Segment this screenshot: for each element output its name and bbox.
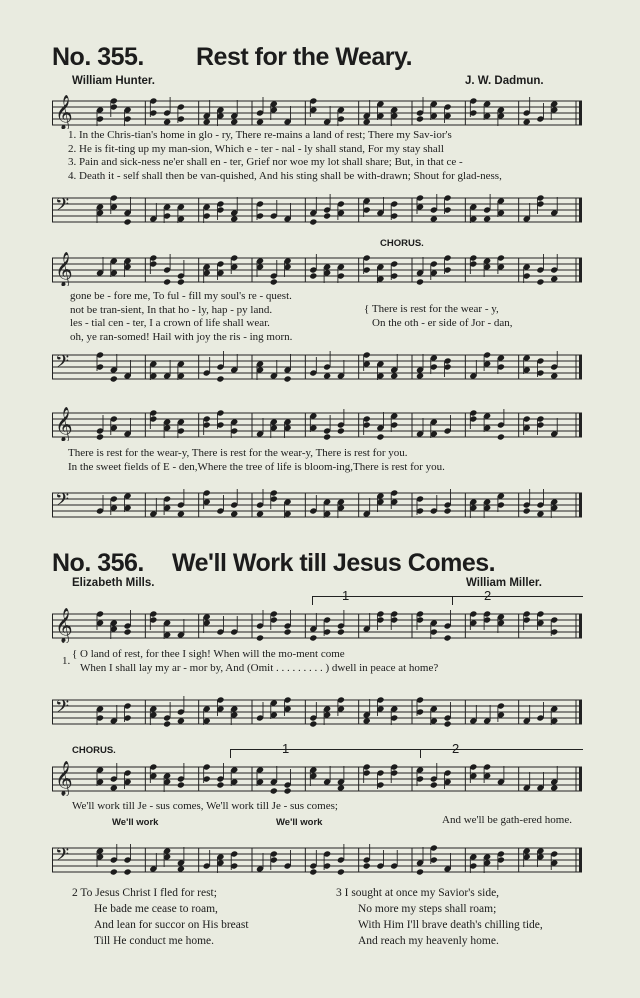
- final-barline: [579, 258, 582, 282]
- hymn-356-chorus-ending-1-label: 1: [282, 741, 290, 756]
- note-head: [416, 868, 424, 875]
- note-head: [430, 781, 438, 788]
- hymn-356-ending-1-label: 1: [342, 588, 350, 603]
- stanza-line: And reach my heavenly home.: [358, 935, 499, 947]
- note-head: [230, 215, 238, 222]
- verse-line: not be tran-sient, In that ho - ly, hap - py land.: [70, 303, 273, 316]
- hymn-355-title: Rest for the Weary.: [196, 43, 413, 71]
- stanza-line: 2 To Jesus Christ I fled for rest;: [72, 887, 217, 899]
- note-head: [443, 720, 451, 727]
- note-head: [416, 372, 424, 379]
- final-barline: [579, 355, 582, 379]
- final-barline: [579, 493, 582, 517]
- verse-line: 2. He is fit-ting up my man-sion, Which e - ter - nal - ly shall stand, For my stay shall: [68, 142, 444, 155]
- treble-clef-icon: 𝄞: [55, 95, 73, 129]
- stanza-line: 3 I sought at once my Savior's side,: [336, 887, 500, 899]
- hymn-356-chorus-ending-2-bracket: [420, 749, 583, 758]
- hymn-356-composer: William Miller.: [466, 577, 542, 589]
- note-head: [230, 118, 238, 125]
- hymn-355-chorus-label: CHORUS.: [380, 238, 424, 249]
- note-head: [283, 787, 291, 794]
- hymn-355-system-1-bass-staff: [52, 188, 582, 228]
- verse-line: { O land of rest, for thee I sigh! When will the mo-ment come: [72, 648, 345, 660]
- brace-icon: {: [364, 303, 372, 315]
- hymn-355-system-1-treble-staff: [52, 93, 582, 129]
- note-head: [443, 507, 451, 514]
- note-head: [430, 215, 438, 222]
- hymn-355-system-2-bass-staff: [52, 345, 582, 385]
- hymn-356-lyricist: Elizabeth Mills.: [72, 577, 155, 589]
- note-head: [309, 868, 317, 875]
- note-head: [443, 634, 451, 641]
- note-head: [523, 507, 531, 514]
- final-barline: [579, 767, 582, 791]
- note-head: [363, 862, 371, 869]
- note-head: [376, 433, 384, 440]
- final-barline: [579, 700, 582, 724]
- chorus-line: On the oth - er side of Jor - dan,: [372, 316, 513, 329]
- hymn-356-system-2-treble-staff: [52, 758, 582, 796]
- chorus-line: In the sweet fields of E - den,Where the tree of life is bloom-ing,There is rest for you.: [68, 460, 445, 473]
- stanza-line: With Him I'll brave death's chilling tide,: [358, 919, 543, 931]
- treble-clef-icon: 𝄞: [55, 608, 73, 643]
- note-head: [416, 115, 424, 122]
- hymn-356-chorus-end: And we'll be gath-ered home.: [442, 814, 572, 826]
- hymn-356-number: No. 356.: [52, 549, 144, 577]
- note-head: [323, 433, 331, 440]
- final-barline: [579, 413, 582, 437]
- hymn-356-ending-2-bracket: [452, 596, 583, 605]
- note-head: [110, 784, 118, 791]
- note-head: [309, 720, 317, 727]
- note-head: [483, 215, 491, 222]
- bass-clef-icon: 𝄢: [55, 352, 70, 377]
- chorus-line: There is rest for the wear-y, There is rest for the wear-y, There is rest for you.: [68, 447, 408, 459]
- verse-line: les - tial cen - ter, I a crown of life shall wear.: [70, 317, 270, 329]
- note-head: [270, 278, 278, 285]
- hymn-356-verse-lines: [72, 648, 438, 675]
- stanza-line: He bade me cease to roam,: [94, 903, 218, 915]
- hymn-356-stanza-2: [72, 885, 249, 949]
- stanza-line: And lean for succor on His breast: [94, 919, 249, 931]
- chorus-line: { There is rest for the wear - y,: [364, 303, 499, 315]
- hymn-356-chorus-line: We'll work till Je - sus comes, We'll work till Je - sus comes;: [72, 800, 338, 812]
- hymn-355-system-3-bass-staff: [52, 483, 582, 523]
- note-head: [177, 865, 185, 872]
- note-head: [96, 433, 104, 440]
- hymn-355-chorus-lines: [364, 303, 513, 330]
- note-head: [216, 375, 224, 382]
- stanza-line: No more my steps shall roam;: [358, 903, 497, 915]
- note-head: [230, 510, 238, 517]
- note-head: [110, 868, 118, 875]
- hymn-355-system-2-treble-staff: [52, 250, 582, 286]
- verse-line: gone be - fore me, To ful - fill my soul's re - quest.: [70, 290, 292, 302]
- note-head: [536, 510, 544, 517]
- note-head: [363, 118, 371, 125]
- note-head: [177, 510, 185, 517]
- hymn-356-system-1-treble-staff: [52, 605, 582, 643]
- note-head: [309, 272, 317, 279]
- hymn-356-chorus-ending-2-label: 2: [452, 741, 460, 756]
- verse-line: 3. Pain and sick-ness ne'er shall en - ter, Grief nor woe my lot shall share; But, in that ce -: [68, 156, 463, 168]
- note-head: [550, 275, 558, 282]
- note-head: [337, 427, 345, 434]
- note-head: [550, 784, 558, 791]
- verse-line: 1. In the Chris-tian's home in glo - ry, There re-mains a land of rest; There my Sav-ior's: [68, 129, 452, 141]
- note-head: [203, 118, 211, 125]
- note-head: [110, 375, 118, 382]
- note-head: [363, 717, 371, 724]
- note-head: [390, 372, 398, 379]
- note-head: [177, 781, 185, 788]
- note-head: [283, 628, 291, 635]
- hymn-356-ending-1-bracket: [312, 596, 453, 605]
- note-head: [256, 634, 264, 641]
- hymn-356-chorus-label: CHORUS.: [72, 745, 116, 756]
- brace-icon: {: [72, 648, 81, 660]
- note-head: [309, 634, 317, 641]
- note-head: [256, 510, 264, 517]
- bass-clef-icon: 𝄢: [55, 845, 70, 870]
- note-head: [337, 868, 345, 875]
- note-head: [283, 375, 291, 382]
- hymn-355-system-2-verses: [70, 290, 292, 344]
- final-barline: [579, 101, 582, 125]
- note-head: [309, 218, 317, 225]
- final-barline: [579, 198, 582, 222]
- note-head: [337, 628, 345, 635]
- note-head: [323, 372, 331, 379]
- hymn-355-composer: J. W. Dadmun.: [465, 75, 544, 87]
- hymn-355-number: No. 355.: [52, 43, 144, 71]
- note-head: [337, 784, 345, 791]
- treble-clef-icon: 𝄞: [55, 252, 73, 286]
- hymn-356-chorus-ending-1-bracket: [230, 749, 421, 758]
- hymn-356-system-2-bass-staff: [52, 838, 582, 878]
- note-head: [523, 118, 531, 125]
- note-head: [323, 212, 331, 219]
- note-head: [536, 278, 544, 285]
- final-barline: [579, 848, 582, 872]
- note-head: [416, 278, 424, 285]
- bass-clef-icon: 𝄢: [55, 697, 70, 722]
- note-head: [163, 278, 171, 285]
- hymn-356-verse-number: 1.: [62, 655, 71, 667]
- note-head: [123, 868, 131, 875]
- verse-line: 4. Death it - self shall then be van-quished, And his sting shall be with-drawn; Shout for glad-ness,: [68, 169, 502, 182]
- hymn-356-stanza-3: [336, 885, 543, 949]
- note-head: [550, 372, 558, 379]
- treble-clef-icon: 𝄞: [55, 407, 73, 441]
- hymn-356-echo-1: We'll work: [112, 817, 159, 828]
- note-head: [163, 118, 171, 125]
- hymn-356-echo-2: We'll work: [276, 817, 323, 828]
- note-head: [123, 628, 131, 635]
- bass-clef-icon: 𝄢: [55, 490, 70, 515]
- note-head: [163, 720, 171, 727]
- hymn-356-ending-2-label: 2: [484, 588, 492, 603]
- verse-line: oh, ye ran-somed! Hail with joy the ris - ing morn.: [70, 330, 293, 343]
- note-head: [177, 278, 185, 285]
- hymn-355-system-3-treble-staff: [52, 405, 582, 441]
- note-head: [256, 118, 264, 125]
- hymn-355-lyricist: William Hunter.: [72, 75, 155, 87]
- stanza-line: Till He conduct me home.: [94, 935, 214, 947]
- hymn-356-system-1-bass-staff: [52, 690, 582, 730]
- verse-line: When I shall lay my ar - mor by, And (Omit . . . . . . . . . ) dwell in peace at home?: [80, 661, 439, 674]
- note-head: [270, 787, 278, 794]
- hymn-355-system-1-verses: [68, 129, 502, 183]
- treble-clef-icon: 𝄞: [55, 761, 73, 796]
- note-head: [123, 218, 131, 225]
- note-head: [216, 781, 224, 788]
- hymn-356-title: We'll Work till Jesus Comes.: [172, 549, 496, 577]
- note-head: [177, 717, 185, 724]
- hymn-355-system-3-lines: [68, 447, 445, 474]
- note-head: [497, 433, 505, 440]
- bass-clef-icon: 𝄢: [55, 195, 70, 220]
- final-barline: [579, 614, 582, 638]
